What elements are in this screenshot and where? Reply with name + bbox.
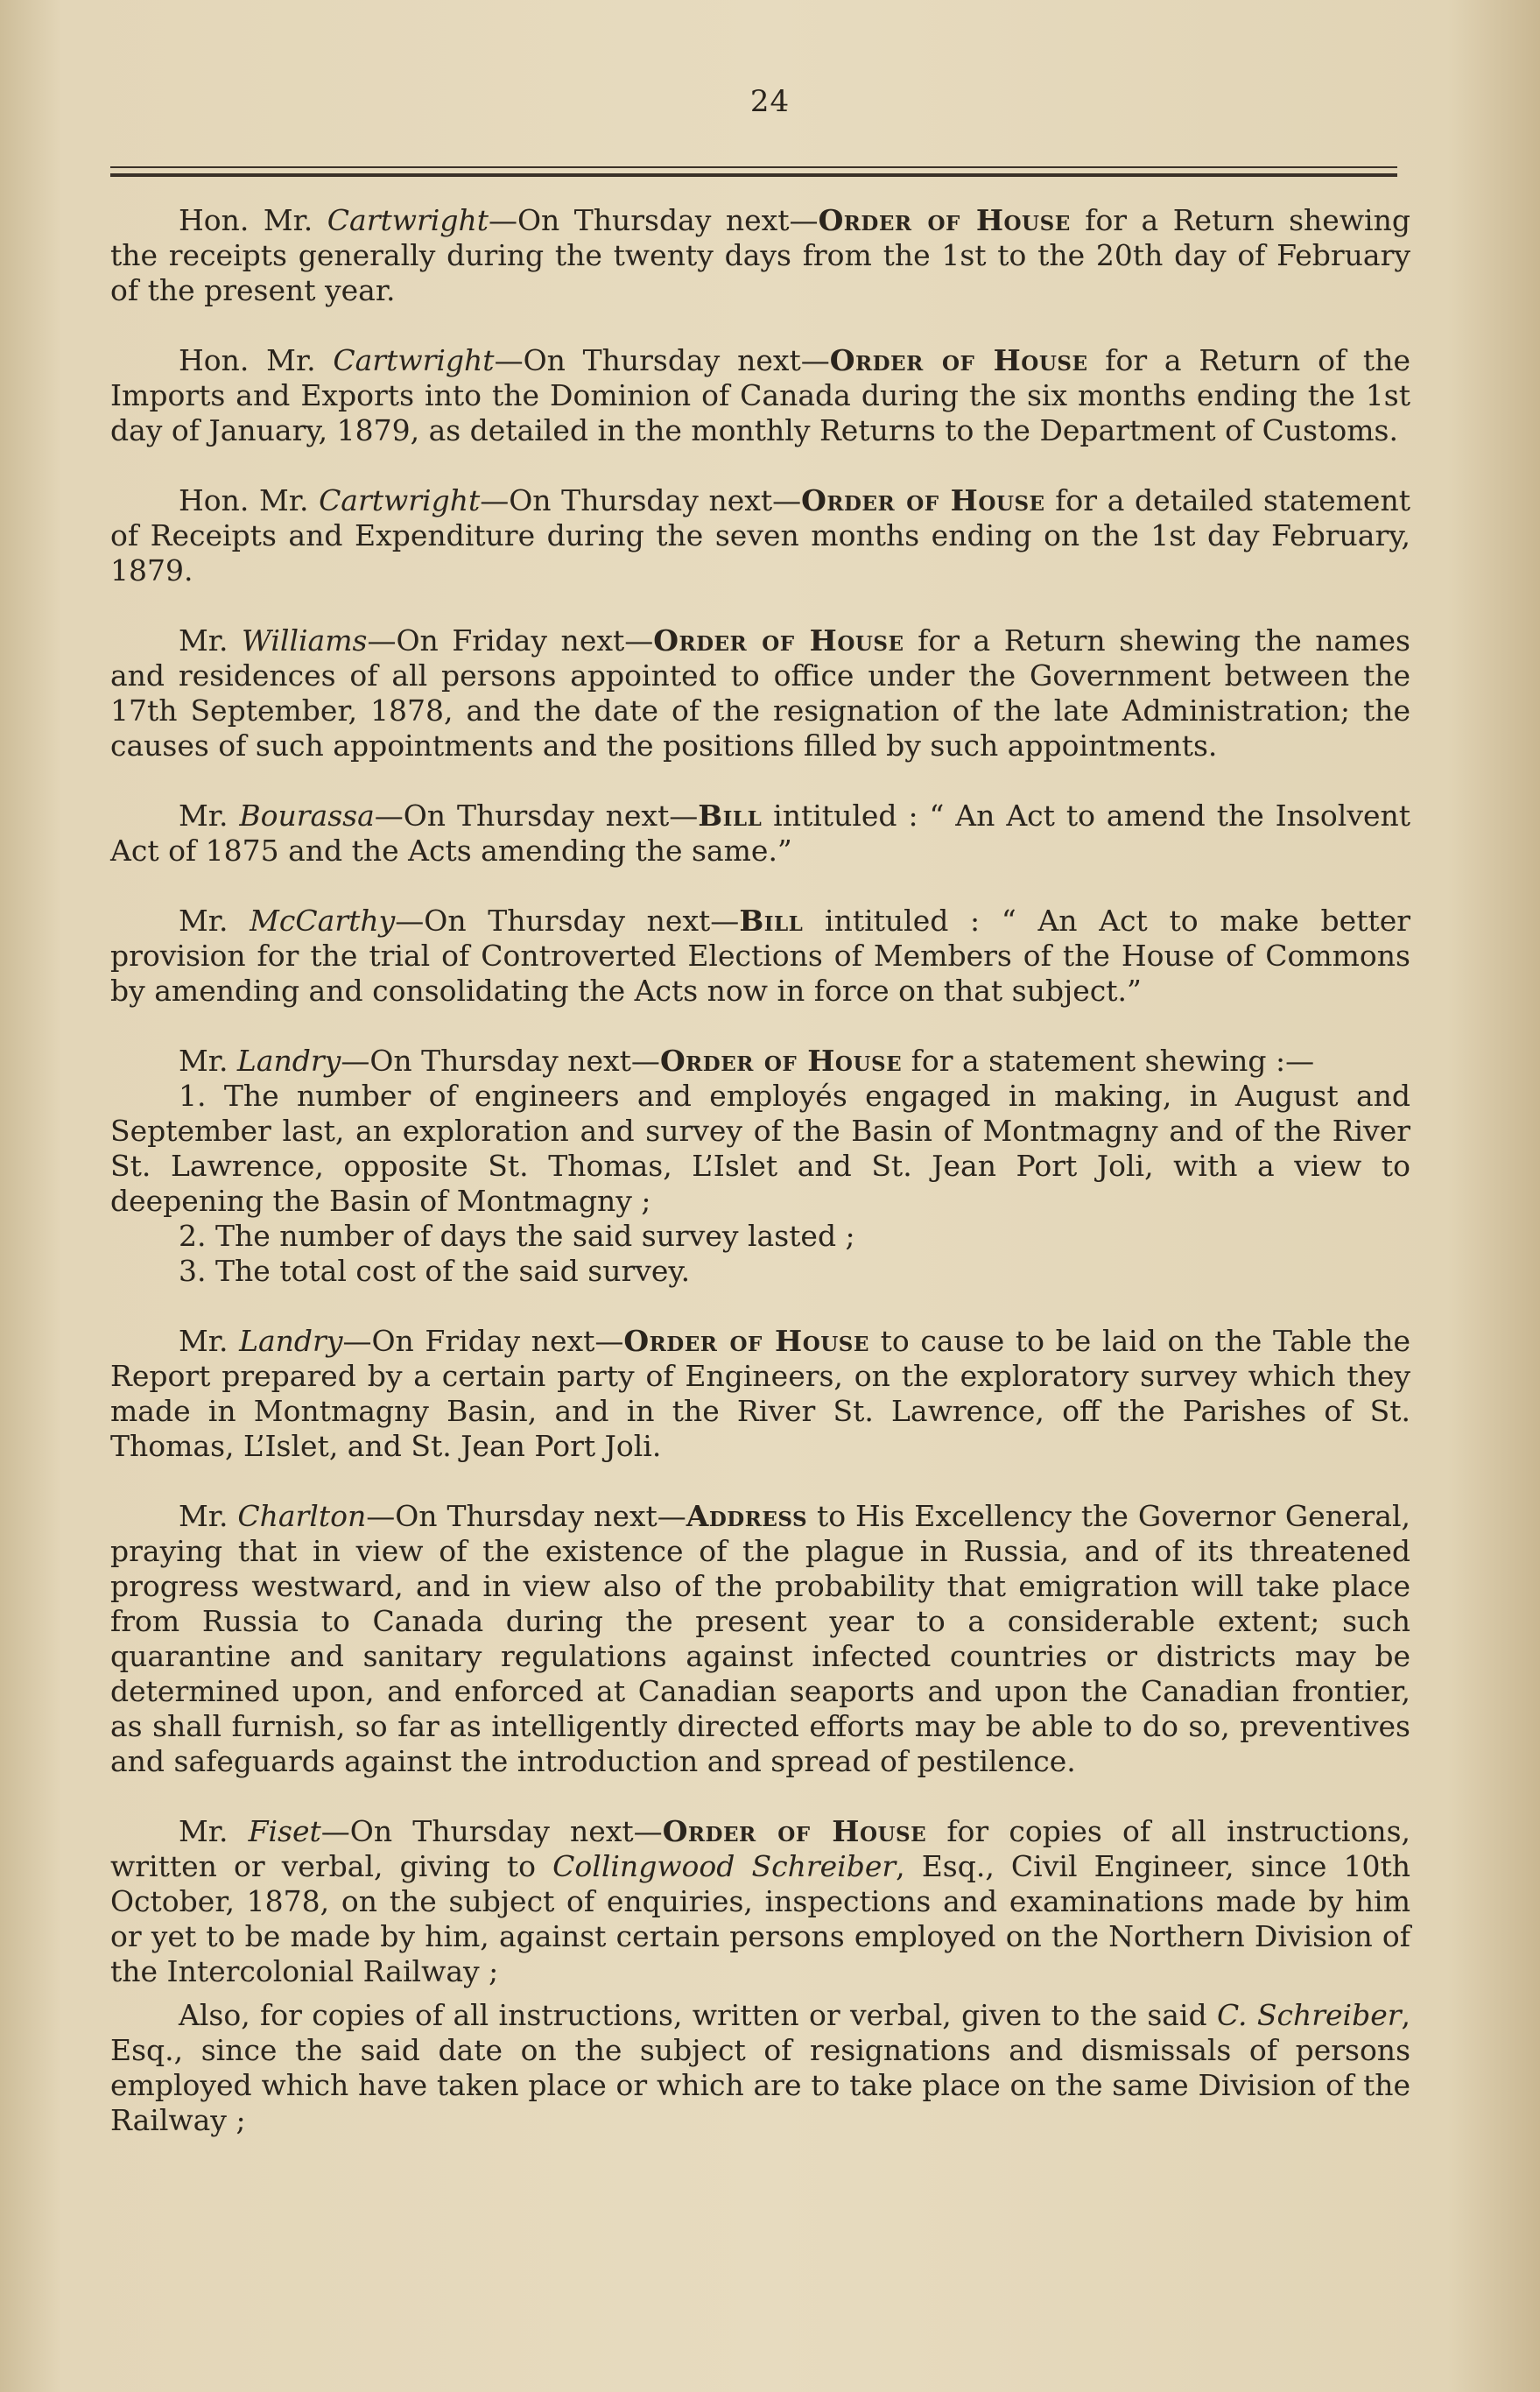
notice-day: —On Thursday next—: [320, 1814, 663, 1848]
notice-entry-4: [110, 623, 1410, 763]
member-title: Mr.: [179, 1324, 240, 1358]
member-name: Cartwright: [333, 343, 495, 377]
motion-type: Bill: [739, 904, 804, 938]
notice-paragraph: [110, 1814, 1410, 1989]
notice-paragraph: [110, 1324, 1410, 1464]
motion-type: Order of House: [659, 1044, 903, 1078]
list-item: 3. The total cost of the said survey.: [179, 1254, 691, 1288]
notice-paragraph: [110, 904, 1410, 1009]
member-name: Charlton: [237, 1499, 367, 1533]
notice-entry-2: [110, 343, 1410, 448]
member-name: Fiset: [248, 1814, 321, 1848]
notice-entry-3: [110, 483, 1410, 588]
member-name: Landry: [239, 1324, 343, 1358]
notice-day: —On Thursday next—: [341, 1044, 660, 1078]
member-title: Hon. Mr.: [179, 483, 320, 517]
motion-type: Order of House: [829, 343, 1088, 377]
notice-entry-7: [110, 1044, 1410, 1289]
member-name: Bourassa: [239, 799, 375, 833]
notice-paragraph: [110, 799, 1410, 869]
notice-day: —On Thursday next—: [395, 904, 740, 938]
header-rule-thick: [110, 173, 1397, 177]
member-title: Hon. Mr.: [179, 203, 327, 237]
person-name: Collingwood Schreiber: [552, 1849, 897, 1883]
notice-day: —On Friday next—: [367, 623, 654, 658]
notice-paragraph: [110, 343, 1410, 448]
member-title: Mr.: [179, 1499, 238, 1533]
notice-entry-6: [110, 904, 1410, 1009]
member-name: Landry: [236, 1044, 341, 1078]
member-title: Mr.: [179, 799, 240, 833]
member-name: Williams: [242, 623, 368, 658]
member-name: McCarthy: [250, 904, 396, 938]
notice-text: intituled : “ An Act to make better provision for the trial of Controverted Elections of Members of the House of Commons by amending and consolidating the Acts now in force on that subject.”: [110, 904, 1410, 1008]
notice-text: Also, for copies of all instructions, written or verbal, given to the said: [179, 1998, 1217, 2032]
member-title: Mr.: [179, 623, 242, 658]
notice-entry-10: [110, 1814, 1410, 2138]
motion-type: Address: [686, 1499, 808, 1533]
notice-day: —On Thursday next—: [494, 343, 830, 377]
notice-list: [110, 203, 1410, 2173]
notice-text: for a detailed statement of Receipts and Expenditure during the seven months ending on the 1st day February, 1879.: [110, 483, 1410, 587]
notice-text: for a Return shewing the receipts generally during the twenty days from the 1st to the 20th day of February of the present year.: [110, 203, 1410, 307]
person-name: C. Schreiber: [1216, 1998, 1402, 2032]
list-item: 1. The number of engineers and employés engaged in making, in August and September last, an exploration and survey of the Basin of Montmagny and of the River St. Lawrence, opposite St. Thomas, L’Islet and St. Jean Port Joli, with a view to deepening the Basin of Montmagny ;: [110, 1079, 1410, 1218]
notice-entry-1: [110, 203, 1410, 308]
notice-text: for a Return of the Imports and Exports into the Dominion of Canada during the six months ending the 1st day of January, 1879, as detailed in the monthly Returns to the Department of Customs.: [110, 343, 1410, 447]
notice-entry-5: [110, 799, 1410, 869]
notice-day: —On Thursday next—: [366, 1499, 686, 1533]
member-title: Mr.: [179, 904, 250, 938]
motion-type: Order of House: [653, 623, 904, 658]
notice-text: to cause to be laid on the Table the Report prepared by a certain party of Engineers, on the exploratory survey which they made in Montmagny Basin, and in the River St. Lawrence, off the Parishes of St. Thomas, L’Islet, and St. Jean Port Joli.: [110, 1324, 1410, 1463]
member-title: Mr.: [179, 1814, 249, 1848]
page-number: 24: [749, 84, 791, 119]
notice-text: intituled : “ An Act to amend the Insolvent Act of 1875 and the Acts amending the same.”: [110, 799, 1411, 868]
notice-text: , Esq., since the said date on the subject of resignations and dismissals of persons employed which have taken place or which are to take place on the same Division of the Railway ;: [110, 1998, 1410, 2137]
notice-paragraph: [110, 1044, 1410, 1079]
motion-type: Order of House: [818, 203, 1071, 237]
motion-type: Order of House: [662, 1814, 927, 1848]
notice-paragraph: [110, 623, 1410, 763]
notice-day: —On Friday next—: [342, 1324, 624, 1358]
notice-text: for a statement shewing :—: [902, 1044, 1315, 1078]
member-name: Cartwright: [319, 483, 481, 517]
notice-paragraph: [110, 1499, 1410, 1779]
notice-day: —On Thursday next—: [488, 203, 819, 237]
notice-paragraph: [110, 203, 1410, 308]
member-name: Cartwright: [327, 203, 489, 237]
member-title: Mr.: [179, 1044, 237, 1078]
notice-text: to His Excellency the Governor General, praying that in view of the existence of the plague in Russia, and of its threatened progress westward, and in view also of the probability that emigration will take place from Russia to Canada during the present year to a considerable extent; such quarantine and sanitary regulations against infected countries or districts may be determined upon, and enforced at Canadian seaports and upon the Canadian frontier, as shall furnish, so far as intelligently directed efforts may be able to do so, preventives and safeguards against the introduction and spread of pestilence.: [110, 1499, 1410, 1778]
notice-text: for copies of all instructions, written or verbal, giving to: [110, 1814, 1410, 1883]
header-rule-thin: [110, 166, 1397, 168]
notice-text: , Esq., Civil Engineer, since 10th October, 1878, on the subject of enquiries, inspections and examinations made by him or yet to be made by him, against certain persons employed on the Northern Division of the Intercolonial Railway ;: [110, 1849, 1410, 1988]
list-item: 2. The number of days the said survey lasted ;: [179, 1219, 855, 1253]
motion-type: Order of House: [801, 483, 1045, 517]
notice-day: —On Thursday next—: [374, 799, 699, 833]
notice-paragraph-continued: [110, 1998, 1410, 2138]
notice-paragraph: [110, 483, 1410, 588]
notice-entry-8: [110, 1324, 1410, 1464]
member-title: Hon. Mr.: [179, 343, 334, 377]
motion-type: Order of House: [623, 1324, 869, 1358]
notice-text: for a Return shewing the names and residences of all persons appointed to office under the Government between the 17th September, 1878, and the date of the resignation of the late Administration; the causes of such appointments and the positions filled by such appointments.: [110, 623, 1410, 763]
motion-type: Bill: [698, 799, 763, 833]
notice-day: —On Thursday next—: [480, 483, 802, 517]
notice-entry-9: [110, 1499, 1410, 1779]
